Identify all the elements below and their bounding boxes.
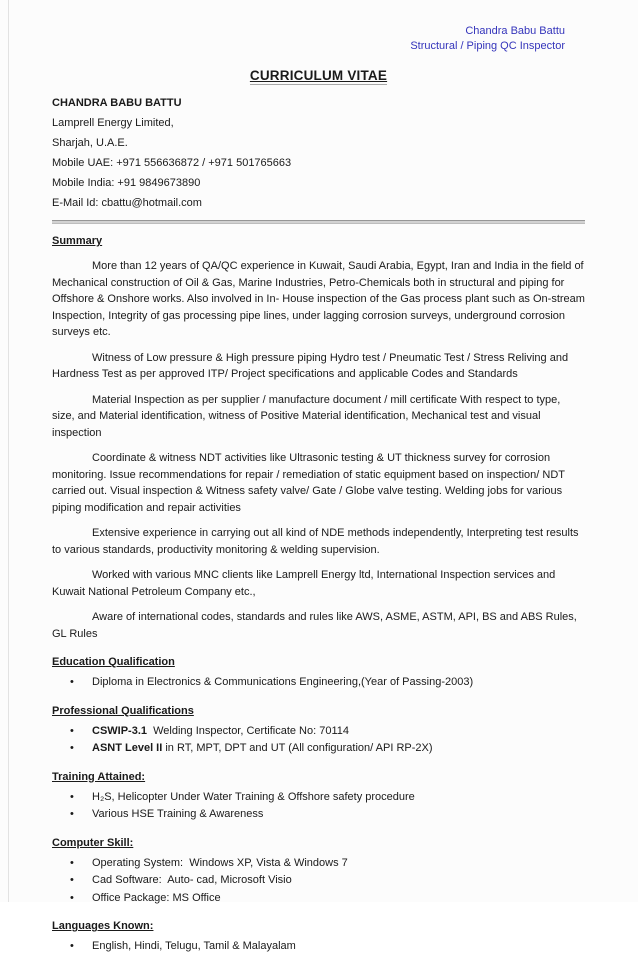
list-item-text: Operating System: Windows XP, Vista & Windows 7: [92, 856, 348, 869]
contact-location: Sharjah, U.A.E.: [52, 137, 128, 149]
list-item-text: in RT, MPT, DPT and UT (All configuration/ API RP-2X): [162, 742, 433, 754]
contact-company: Lamprell Energy Limited,: [52, 117, 174, 129]
horizontal-rule: [52, 220, 585, 224]
list-item-text: Welding Inspector, Certificate No: 70114: [147, 724, 349, 737]
list-item-text: English, Hindi, Telugu, Tamil & Malayalam: [92, 940, 296, 952]
bullet-icon: •: [70, 676, 74, 688]
list-item: [52, 873, 585, 889]
contact-name: CHANDRA BABU BATTU: [52, 97, 182, 109]
list-item-text: H₂S, Helicopter Under Water Training & Offshore safety procedure: [92, 790, 415, 803]
doc-header: [52, 24, 585, 54]
list-item: [52, 741, 585, 757]
section-heading-professional: Professional Qualifications: [52, 704, 194, 717]
list-item-text: Various HSE Training & Awareness: [92, 808, 264, 820]
languages-list: [52, 939, 585, 955]
list-item-text: Cad Software: Auto- cad, Microsoft Visio: [92, 874, 292, 886]
list-item: [52, 856, 585, 872]
list-item: [52, 675, 585, 691]
summary-paragraph: Coordinate & witness NDT activities like Ultrasonic testing & UT thickness survey for corrosion monitoring. Issue recommendations for repair / remediation of static equipment based on inspection/ NDT carried out. Visual inspection & Witness safety valve/ Gate / Globe valve testing. Welding jobs for various piping modification and repair activities: [52, 452, 568, 514]
list-item: [52, 724, 585, 740]
summary-paragraph: More than 12 years of QA/QC experience in Kuwait, Saudi Arabia, Egypt, Iran and India in the field of Mechanical construction of Oil & Gas, Marine Industries, Petro-Chemicals both in structural and piping for Offshore & Onshore works. Also involved in In- House inspection of the Gas process plant such as On-stream Inspection, Integrity of gas processing pipe lines, under lagging corrosion surveys, underground corrosion surveys etc.: [52, 260, 589, 338]
section-heading-summary: Summary: [52, 235, 103, 247]
list-item: [52, 939, 585, 955]
list-item: [52, 891, 585, 907]
contact-mobile-india: Mobile India: +91 9849673890: [52, 177, 201, 189]
list-item-bold: CSWIP-3.1: [92, 724, 148, 737]
bullet-icon: •: [70, 724, 74, 737]
computer-list: [52, 856, 585, 907]
summary-paragraph: Aware of international codes, standards and rules like AWS, ASME, ASTM, API, BS and ABS Rules, GL Rules: [52, 611, 580, 640]
section-heading-computer: Computer Skill:: [52, 836, 134, 849]
list-item-text: Diploma in Electronics & Communications Engineering,(Year of Passing-2003): [92, 676, 474, 688]
bullet-icon: •: [70, 891, 74, 904]
contact-mobile-uae: Mobile UAE: +971 556636872 / +971 501765663: [52, 157, 292, 169]
title-row: [52, 67, 585, 85]
bullet-icon: •: [70, 808, 74, 820]
summary-paragraph: Worked with various MNC clients like Lamprell Energy ltd, International Inspection services and Kuwait National Petroleum Company etc.,: [52, 569, 559, 598]
training-list: [52, 790, 585, 823]
contact-email: E-Mail Id: cbattu@hotmail.com: [52, 197, 202, 209]
header-name: Chandra Babu Battu: [465, 25, 565, 37]
bullet-icon: •: [70, 742, 74, 754]
education-list: [52, 675, 585, 691]
header-role: Structural / Piping QC Inspector: [410, 40, 565, 52]
section-heading-languages: Languages Known:: [52, 920, 154, 932]
bullet-icon: •: [70, 790, 74, 803]
section-heading-training: Training Attained:: [52, 770, 146, 783]
list-item: [52, 807, 585, 823]
list-item-bold: ASNT Level II: [92, 742, 163, 754]
bullet-icon: •: [70, 940, 74, 952]
bullet-icon: •: [70, 874, 74, 886]
cv-title: CURRICULUM VITAE: [249, 68, 388, 83]
bullet-icon: •: [70, 856, 74, 869]
professional-list: [52, 724, 585, 757]
section-heading-education: Education Qualification: [52, 656, 175, 668]
contact-block: [52, 93, 585, 213]
summary-paragraph: Witness of Low pressure & High pressure piping Hydro test / Pneumatic Test / Stress Reliving and Hardness Test as per approved ITP/ Project specifications and applicable Codes and Standards: [52, 351, 572, 380]
list-item: [52, 790, 585, 806]
list-item-text: Office Package: MS Office: [92, 891, 221, 904]
summary-paragraph: Extensive experience in carrying out all kind of NDE methods independently, Interpreting test results to various standards, productivity monitoring & welding supervision.: [52, 527, 582, 556]
summary-paragraph: Material Inspection as per supplier / manufacture document / mill certificate With respect to type, size, and Material identification, witness of Positive Material identification, Mechanical test and visual inspection: [52, 393, 564, 439]
